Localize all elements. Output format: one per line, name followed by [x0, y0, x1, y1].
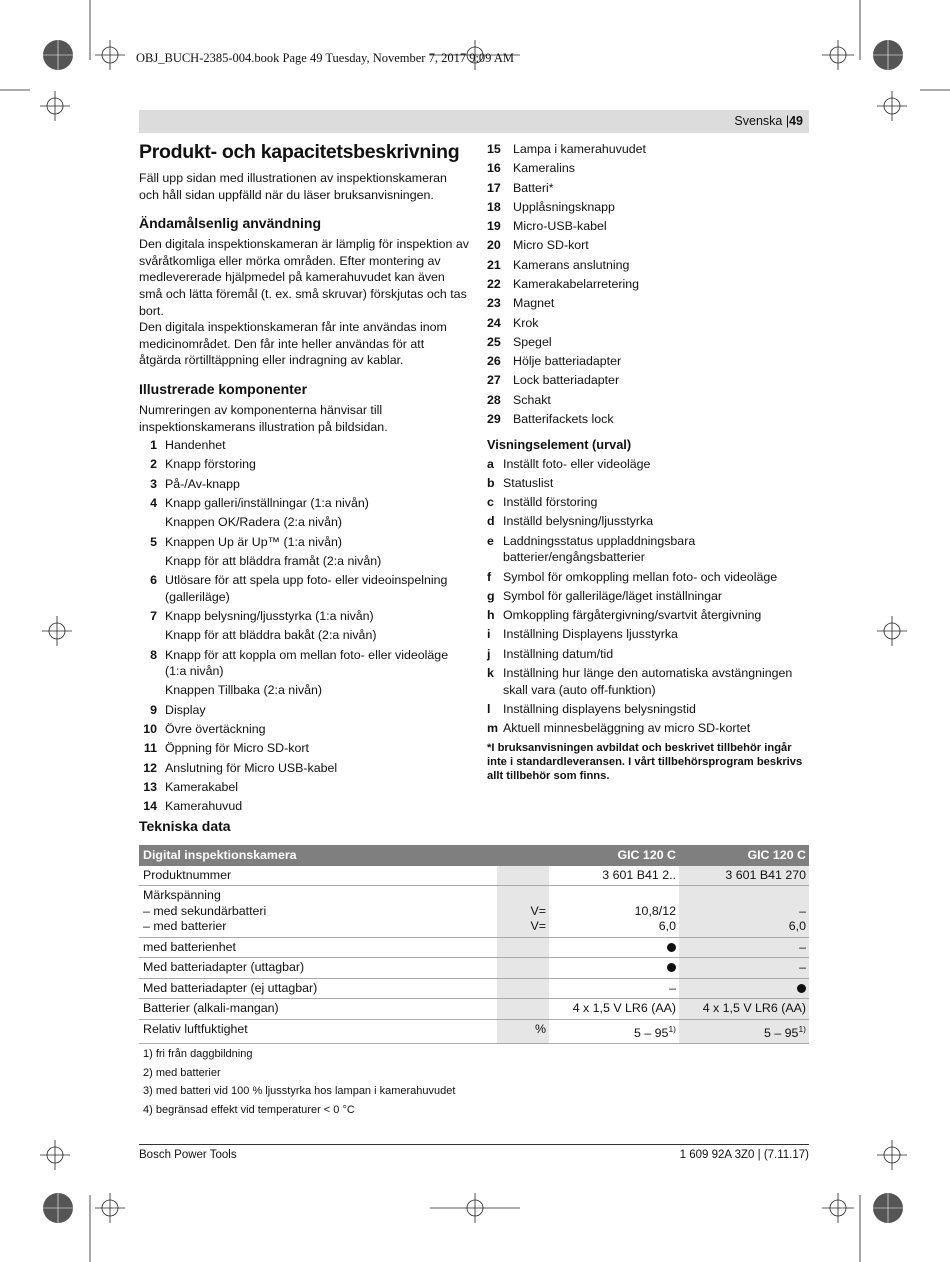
component-label: Knapp för att bläddra bakåt (2:a nivån) — [165, 628, 377, 643]
component-label: Utlösare för att spela upp foto- eller videoinspelning (galleriläge) — [165, 573, 448, 604]
tech-value-footnote-ref: 1) — [668, 1023, 676, 1034]
display-element-item — [487, 494, 812, 511]
component-label: Knappen Tillbaka (2:a nivån) — [165, 683, 323, 698]
left-column — [139, 140, 469, 817]
display-element-letter: l — [487, 701, 491, 716]
tech-value-text: 4 x 1,5 V LR6 (AA) — [572, 1001, 676, 1015]
component-label: På-/Av-knapp — [165, 476, 240, 491]
component-label: Schakt — [513, 392, 551, 407]
component-item — [139, 647, 469, 680]
component-number: 10 — [143, 721, 157, 736]
tech-row-label-text: Med batteriadapter (uttagbar) — [143, 960, 305, 974]
tech-row — [139, 1019, 809, 1044]
component-item — [139, 514, 469, 531]
component-number — [139, 682, 165, 699]
display-element-label: Symbol för omkoppling mellan foto- och videoläge — [503, 569, 778, 584]
component-label: Öppning för Micro SD-kort — [165, 741, 309, 756]
tech-row-label — [139, 978, 497, 999]
print-header: OBJ_BUCH-2385-004.book Page 49 Tuesday, November 7, 2017 9:09 AM — [136, 51, 515, 65]
tech-row-value — [549, 1019, 679, 1044]
component-number: 18 — [487, 199, 501, 214]
tech-value-text: 10,8/12 — [634, 903, 676, 918]
display-element-letter: m — [487, 721, 499, 736]
tech-row-value — [549, 958, 679, 979]
component-label: Knapp förstoring — [165, 457, 256, 472]
component-label: Övre övertäckning — [165, 721, 266, 736]
component-number: 26 — [487, 354, 501, 369]
tech-row — [139, 886, 809, 938]
display-element-item — [487, 646, 812, 663]
display-element-letter: b — [487, 475, 495, 490]
display-element-item — [487, 475, 812, 492]
component-label: Krok — [513, 315, 539, 330]
display-element-letter: g — [487, 588, 495, 603]
component-label: Knapp galleri/inställningar (1:a nivån) — [165, 495, 369, 510]
tech-row — [139, 999, 809, 1020]
intro-text: Fäll upp sidan med illustrationen av inspektionskameran och håll sidan uppfälld när du läser bruksanvisningen. — [139, 171, 447, 202]
tech-value-text: – — [799, 939, 806, 954]
tech-row-unit — [497, 978, 549, 999]
tech-row-value — [679, 886, 809, 938]
tech-row — [139, 958, 809, 979]
tech-value-text: 3 601 B41 270 — [725, 867, 806, 882]
tech-unit-text: V= — [530, 919, 546, 933]
display-element-item — [487, 456, 812, 473]
component-item — [139, 779, 469, 796]
display-element-label: Inställning datum/tid — [503, 646, 614, 661]
display-element-item — [487, 588, 812, 605]
tech-notes — [143, 1045, 455, 1119]
component-item — [487, 180, 812, 197]
tech-value-footnote-ref: 1) — [798, 1023, 806, 1034]
component-label: Micro SD-kort — [513, 238, 589, 253]
component-item — [487, 353, 812, 370]
component-label: Knapp för att koppla om mellan foto- eller videoläge (1:a nivån) — [165, 647, 449, 679]
component-label: Lampa i kamerahuvudet — [513, 142, 646, 156]
tech-row-unit — [497, 1019, 549, 1044]
tech-row-label-text: Relativ luftfuktighet — [143, 1021, 248, 1036]
tech-unit-text: % — [534, 1021, 546, 1036]
component-label: Kamerahuvud — [165, 799, 243, 814]
display-element-item — [487, 513, 812, 530]
tech-row-value — [679, 978, 809, 999]
tech-row-value — [679, 937, 809, 958]
tech-value-text: – — [799, 903, 806, 918]
tech-header-label: Digital inspektionskamera — [139, 845, 497, 866]
component-item — [139, 760, 469, 777]
accessory-footnote: *I bruksanvisningen avbildat och beskrivet tillbehör ingår inte i standardleveransen. I vårt tillbehörsprogram beskrivs allt tillbehör som finns. — [487, 741, 803, 782]
display-element-label: Inställt foto- eller videoläge — [503, 456, 651, 471]
tech-row-label-text: Produktnummer — [143, 867, 232, 882]
tech-note: 4) begränsad effekt vid temperaturer < 0 °C — [143, 1103, 355, 1116]
tech-row-unit — [497, 958, 549, 979]
usage-heading: Ändamålsenlig användning — [139, 215, 322, 232]
component-item — [487, 141, 812, 158]
component-number: 8 — [150, 647, 157, 662]
display-element-letter: a — [487, 456, 494, 471]
component-number: 16 — [487, 161, 501, 176]
component-number: 6 — [150, 573, 157, 588]
tech-value-text: 3 601 B41 2.. — [602, 867, 676, 882]
display-element-item — [487, 720, 812, 737]
component-number: 20 — [487, 238, 501, 253]
component-label: Magnet — [513, 296, 555, 311]
tech-row-value — [549, 886, 679, 938]
component-number: 5 — [150, 534, 157, 549]
component-label: Knapp för att bläddra framåt (2:a nivån) — [165, 553, 382, 568]
tech-value-text: 6,0 — [788, 919, 806, 933]
display-element-label: Inställning hur länge den automatiska avstängningen skall vara (auto off-funktion) — [503, 665, 793, 697]
components-list-continued — [487, 141, 812, 428]
tech-row-label — [139, 1019, 497, 1044]
tech-value-text: – — [669, 980, 676, 995]
tech-row-value — [549, 978, 679, 999]
tech-row-unit — [497, 886, 549, 938]
display-heading: Visningselement (urval) — [487, 436, 632, 452]
component-item — [139, 721, 469, 738]
tech-row — [139, 978, 809, 999]
tech-header-unit — [497, 845, 549, 866]
tech-value-text: 6,0 — [658, 919, 676, 933]
tech-note: 3) med batteri vid 100 % ljusstyrka hos lampan i kamerahuvudet — [143, 1085, 456, 1098]
component-label: Display — [165, 702, 206, 717]
component-number: 1 — [150, 438, 157, 453]
component-number: 7 — [150, 608, 157, 623]
display-element-label: Laddningsstatus uppladdningsbara batterier/engångsbatterier — [503, 533, 696, 565]
filled-dot-icon — [667, 943, 676, 952]
tech-row-value — [549, 999, 679, 1020]
tech-row-unit — [497, 999, 549, 1020]
component-number: 24 — [487, 315, 501, 330]
display-element-label: Inställning Displayens ljusstyrka — [503, 627, 678, 642]
filled-dot-icon — [667, 963, 676, 972]
tech-header-model-1: GIC 120 C — [549, 845, 679, 866]
component-label: Upplåsningsknapp — [513, 199, 615, 214]
component-item — [139, 437, 469, 454]
component-number: 27 — [487, 373, 501, 388]
component-item — [487, 295, 812, 312]
tech-row-label — [139, 937, 497, 958]
display-element-letter: h — [487, 608, 495, 623]
component-item — [139, 456, 469, 473]
footer-rule — [139, 1144, 809, 1145]
display-element-label: Symbol för galleriläge/läget inställningar — [503, 588, 723, 603]
component-item — [139, 627, 469, 644]
component-number: 23 — [487, 296, 501, 311]
display-element-label: Inställning displayens belysningstid — [503, 701, 696, 716]
tech-row-label-text: Med batteriadapter (ej uttagbar) — [143, 980, 318, 995]
tech-value-dot — [667, 940, 676, 954]
component-number: 13 — [143, 779, 157, 794]
component-label: Spegel — [513, 334, 552, 349]
component-number: 3 — [150, 476, 157, 491]
component-number: 2 — [150, 457, 157, 472]
display-element-label: Inställd belysning/ljusstyrka — [503, 514, 654, 529]
component-item — [487, 411, 812, 428]
tech-row-value — [679, 1019, 809, 1044]
tech-note: 2) med batterier — [143, 1066, 221, 1079]
tech-value-dot — [667, 960, 676, 974]
component-label: Batteri* — [513, 180, 554, 195]
component-item — [139, 534, 469, 551]
tech-table — [139, 845, 809, 1044]
footer-brand: Bosch Power Tools — [139, 1149, 237, 1161]
tech-row-label — [139, 958, 497, 979]
component-label: Kameralins — [513, 161, 575, 176]
tech-row-label-text: med batterienhet — [143, 939, 236, 954]
tech-row-label-text: Batterier (alkali-mangan) — [143, 1001, 279, 1015]
display-element-item — [487, 701, 812, 718]
display-element-letter: d — [487, 514, 495, 529]
component-item — [139, 553, 469, 570]
component-item — [487, 392, 812, 409]
component-label: Handenhet — [165, 438, 226, 453]
component-label: Anslutning för Micro USB-kabel — [165, 760, 338, 775]
component-number: 15 — [487, 142, 501, 156]
tech-note: 1) fri från daggbildning — [143, 1048, 253, 1060]
component-label: Kamerans anslutning — [513, 257, 630, 272]
component-item — [487, 199, 812, 216]
component-number: 12 — [143, 760, 157, 775]
display-element-label: Aktuell minnesbeläggning av micro SD-kortet — [503, 721, 751, 736]
component-item — [139, 608, 469, 625]
component-item — [139, 476, 469, 493]
display-list — [487, 456, 812, 737]
component-label: Knappen Up är Up™ (1:a nivån) — [165, 534, 343, 549]
component-number: 21 — [487, 257, 501, 272]
tech-value-dot — [797, 981, 806, 995]
display-element-item — [487, 665, 812, 698]
tech-row — [139, 937, 809, 958]
component-item — [139, 682, 469, 699]
tech-row-value — [679, 999, 809, 1020]
component-label: Knapp belysning/ljusstyrka (1:a nivån) — [165, 608, 374, 623]
page-separator: | — [785, 114, 790, 128]
component-number — [139, 627, 165, 644]
display-element-letter: k — [487, 665, 494, 680]
component-label: Kamerakabel — [165, 779, 239, 794]
component-item — [487, 237, 812, 254]
display-element-letter: e — [487, 533, 494, 548]
tech-row — [139, 866, 809, 886]
component-number: 17 — [487, 180, 501, 195]
component-label: Kamerakabelarretering — [513, 276, 640, 291]
tech-value-text: 5 – 95 — [763, 1025, 799, 1040]
usage-text-1: Den digitala inspektionskameran är lämplig för inspektion av svåråtkomliga eller mörka områden. Efter montering av medlevererade hjälpmedel på kamerahuvudet kan även små och lätta föremål (t. ex. små skruvar) förskjutas och tas bort. — [139, 237, 469, 318]
display-element-item — [487, 626, 812, 643]
display-element-label: Omkoppling färgåtergivning/svartvit återgivning — [503, 608, 762, 623]
tech-row-label — [139, 866, 497, 886]
component-item — [139, 702, 469, 719]
component-number: 4 — [150, 495, 157, 510]
display-element-label: Inställd förstoring — [503, 495, 598, 510]
tech-row-label — [139, 999, 497, 1020]
page-indicator — [734, 114, 803, 128]
tech-table-header — [139, 845, 809, 866]
tech-value-text: – — [799, 960, 806, 974]
tech-row-sublabel: – med sekundärbatteri — [143, 903, 267, 918]
component-item — [139, 740, 469, 757]
display-element-item — [487, 607, 812, 624]
tech-row-value — [549, 937, 679, 958]
tech-row-value — [679, 866, 809, 886]
filled-dot-icon — [797, 984, 806, 993]
component-item — [487, 276, 812, 293]
tech-unit-text: V= — [530, 903, 546, 918]
tech-row-label — [139, 886, 497, 938]
component-item — [487, 257, 812, 274]
footer-doc-number: 1 609 92A 3Z0 | (7.11.17) — [679, 1149, 809, 1161]
component-label: Lock batteriadapter — [513, 373, 620, 388]
component-item — [139, 798, 469, 815]
component-number: 22 — [487, 276, 501, 291]
component-label: Micro-USB-kabel — [513, 219, 607, 234]
display-element-label: Statuslist — [503, 475, 554, 490]
component-number: 19 — [487, 219, 501, 234]
component-label: Batterifackets lock — [513, 411, 614, 426]
display-element-letter: f — [487, 569, 492, 584]
component-item — [139, 572, 469, 605]
components-text: Numreringen av komponenterna hänvisar till inspektionskamerans illustration på bildsidan. — [139, 402, 388, 434]
component-number — [139, 553, 165, 570]
component-item — [487, 315, 812, 332]
usage-text-2: Den digitala inspektionskameran får inte användas inom medicinområdet. Den får inte heller användas för att åtgärda rörtilltäppning eller indragning av kablar. — [139, 320, 447, 368]
tech-row-unit — [497, 866, 549, 886]
tech-value-text: 5 – 95 — [633, 1025, 669, 1040]
component-number: 11 — [143, 741, 157, 756]
tech-value-text: 4 x 1,5 V LR6 (AA) — [702, 1001, 806, 1015]
component-item — [487, 160, 812, 177]
tech-row-unit — [497, 937, 549, 958]
tech-row-label-text: Märkspänning — [143, 888, 221, 902]
components-heading: Illustrerade komponenter — [139, 380, 308, 397]
component-number: 25 — [487, 334, 501, 349]
page-language: Svenska — [734, 114, 783, 128]
component-number: 14 — [143, 799, 157, 814]
page-title: Produkt- och kapacitetsbeskrivning — [139, 141, 460, 163]
tech-heading: Tekniska data — [139, 818, 231, 834]
component-item — [487, 334, 812, 351]
tech-row-sublabel: – med batterier — [143, 919, 227, 933]
display-element-item — [487, 569, 812, 586]
component-item — [487, 218, 812, 235]
component-label: Knappen OK/Radera (2:a nivån) — [165, 515, 343, 530]
display-element-item — [487, 533, 812, 566]
page-number: 49 — [789, 114, 803, 128]
page-header-band — [139, 110, 809, 133]
component-number: 28 — [487, 392, 501, 407]
display-element-letter: i — [487, 627, 491, 642]
display-element-letter: j — [487, 646, 491, 661]
components-list — [139, 437, 469, 815]
component-number: 9 — [150, 702, 157, 717]
component-number — [139, 514, 165, 531]
right-column — [487, 141, 812, 783]
component-item — [139, 495, 469, 512]
component-item — [487, 372, 812, 389]
tech-header-model-2: GIC 120 C — [679, 845, 809, 866]
component-number: 29 — [487, 411, 501, 426]
tech-row-value — [679, 958, 809, 979]
component-label: Hölje batteriadapter — [513, 354, 622, 369]
display-element-letter: c — [487, 495, 494, 510]
tech-row-value — [549, 866, 679, 886]
